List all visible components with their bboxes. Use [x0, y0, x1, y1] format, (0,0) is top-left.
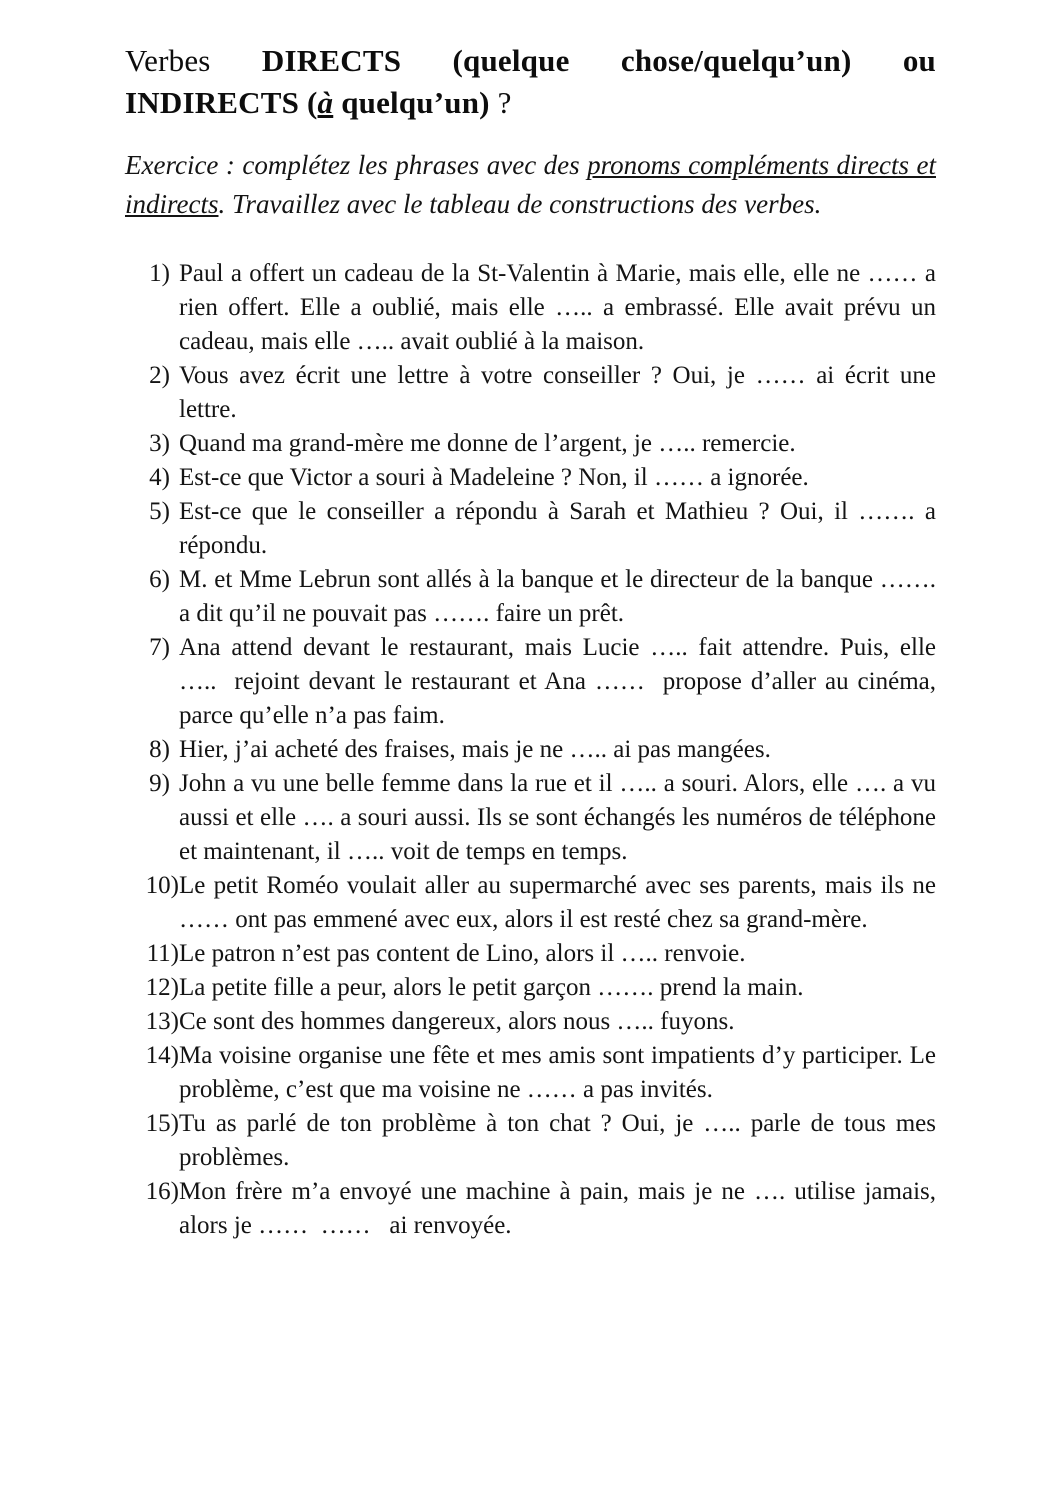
title-underlined-a: à	[317, 85, 334, 121]
item-text: La petite fille a peur, alors le petit garçon ……. prend la main.	[179, 973, 804, 1001]
item-number: 11)	[146, 939, 179, 967]
exercise-item-8	[125, 733, 936, 767]
item-text: Ma voisine organise une fête et mes amis sont impatients d’y participer. Le problème, c’est que ma voisine ne …… a pas invités.	[179, 1041, 936, 1103]
item-text: Mon frère m’a envoyé une machine à pain, mais je ne …. utilise jamais, alors je …… …… ai renvoyée.	[179, 1177, 936, 1239]
exercise-item-13	[125, 1005, 936, 1039]
item-number: 15)	[145, 1109, 179, 1137]
item-text: Le petit Roméo voulait aller au supermarché avec ses parents, mais ils ne …… ont pas emmené avec eux, alors il est resté chez sa grand-mère.	[179, 871, 936, 933]
title-question-mark: ?	[489, 85, 512, 121]
item-number: 9)	[149, 769, 170, 797]
item-number: 4)	[149, 463, 170, 491]
exercise-item-7	[125, 631, 936, 733]
instructions-underlined-phrase: pronoms compléments directs et indirects	[125, 150, 936, 219]
item-text: Hier, j’ai acheté des fraises, mais je ne ….. ai pas mangées.	[179, 735, 771, 763]
exercise-item-14	[125, 1039, 936, 1107]
instructions-tail: . Travaillez avec le tableau de constructions des verbes.	[218, 188, 822, 219]
item-text: Ce sont des hommes dangereux, alors nous ….. fuyons.	[179, 1007, 735, 1035]
exercise-item-12	[125, 971, 936, 1005]
exercise-item-5	[125, 495, 936, 563]
exercise-item-11	[125, 937, 936, 971]
exercise-item-9	[125, 767, 936, 869]
item-text: John a vu une belle femme dans la rue et il ….. a souri. Alors, elle …. a vu aussi et elle …. a souri aussi. Ils se sont échangés les numéros de téléphone et maintenant, il ….. voit de temps en temps.	[179, 769, 936, 865]
exercise-item-1	[125, 257, 936, 359]
item-number: 14)	[145, 1041, 179, 1069]
item-number: 1)	[149, 259, 170, 287]
title-bold-main: DIRECTS (quelque chose/quelqu’un) ou INDIRECTS (	[125, 43, 936, 121]
item-text: Vous avez écrit une lettre à votre conseiller ? Oui, je …… ai écrit une lettre.	[179, 361, 936, 423]
page-title	[125, 40, 936, 124]
exercise-list	[125, 257, 936, 1243]
item-text: M. et Mme Lebrun sont allés à la banque et le directeur de la banque ……. a dit qu’il ne pouvait pas ……. faire un prêt.	[179, 565, 936, 627]
item-text: Est-ce que Victor a souri à Madeleine ? Non, il …… a ignorée.	[179, 463, 809, 491]
title-regular-lead: Verbes	[125, 43, 262, 78]
item-number: 2)	[149, 361, 170, 389]
exercise-instructions	[125, 146, 936, 223]
exercise-item-16	[125, 1175, 936, 1243]
exercise-item-15	[125, 1107, 936, 1175]
item-number: 3)	[149, 429, 170, 457]
item-number: 8)	[149, 735, 170, 763]
item-number: 10)	[145, 871, 179, 899]
item-number: 13)	[145, 1007, 179, 1035]
title-bold-tail: quelqu’un)	[333, 85, 490, 121]
exercise-item-4	[125, 461, 936, 495]
item-number: 16)	[145, 1177, 179, 1205]
item-text: Ana attend devant le restaurant, mais Lucie ….. fait attendre. Puis, elle ….. rejoint devant le restaurant et Ana …… propose d’aller au cinéma, parce qu’elle n’a pas faim.	[179, 633, 936, 729]
exercise-item-6	[125, 563, 936, 631]
exercise-item-3	[125, 427, 936, 461]
instructions-lead: Exercice : complétez les phrases avec des	[125, 150, 588, 181]
item-text: Tu as parlé de ton problème à ton chat ? Oui, je ….. parle de tous mes problèmes.	[179, 1109, 936, 1171]
item-text: Quand ma grand-mère me donne de l’argent, je ….. remercie.	[179, 429, 796, 457]
item-number: 5)	[149, 497, 170, 525]
item-text: Est-ce que le conseiller a répondu à Sarah et Mathieu ? Oui, il ……. a répondu.	[179, 497, 936, 559]
exercise-item-2	[125, 359, 936, 427]
item-number: 12)	[145, 973, 179, 1001]
item-number: 7)	[149, 633, 170, 661]
item-text: Paul a offert un cadeau de la St-Valentin à Marie, mais elle, elle ne …… a rien offert. Elle a oublié, mais elle ….. a embrassé. Elle avait prévu un cadeau, mais elle ….. avait oublié à la maison.	[179, 259, 936, 355]
item-number: 6)	[149, 565, 170, 593]
item-text: Le patron n’est pas content de Lino, alors il ….. renvoie.	[179, 939, 746, 967]
exercise-item-10	[125, 869, 936, 937]
